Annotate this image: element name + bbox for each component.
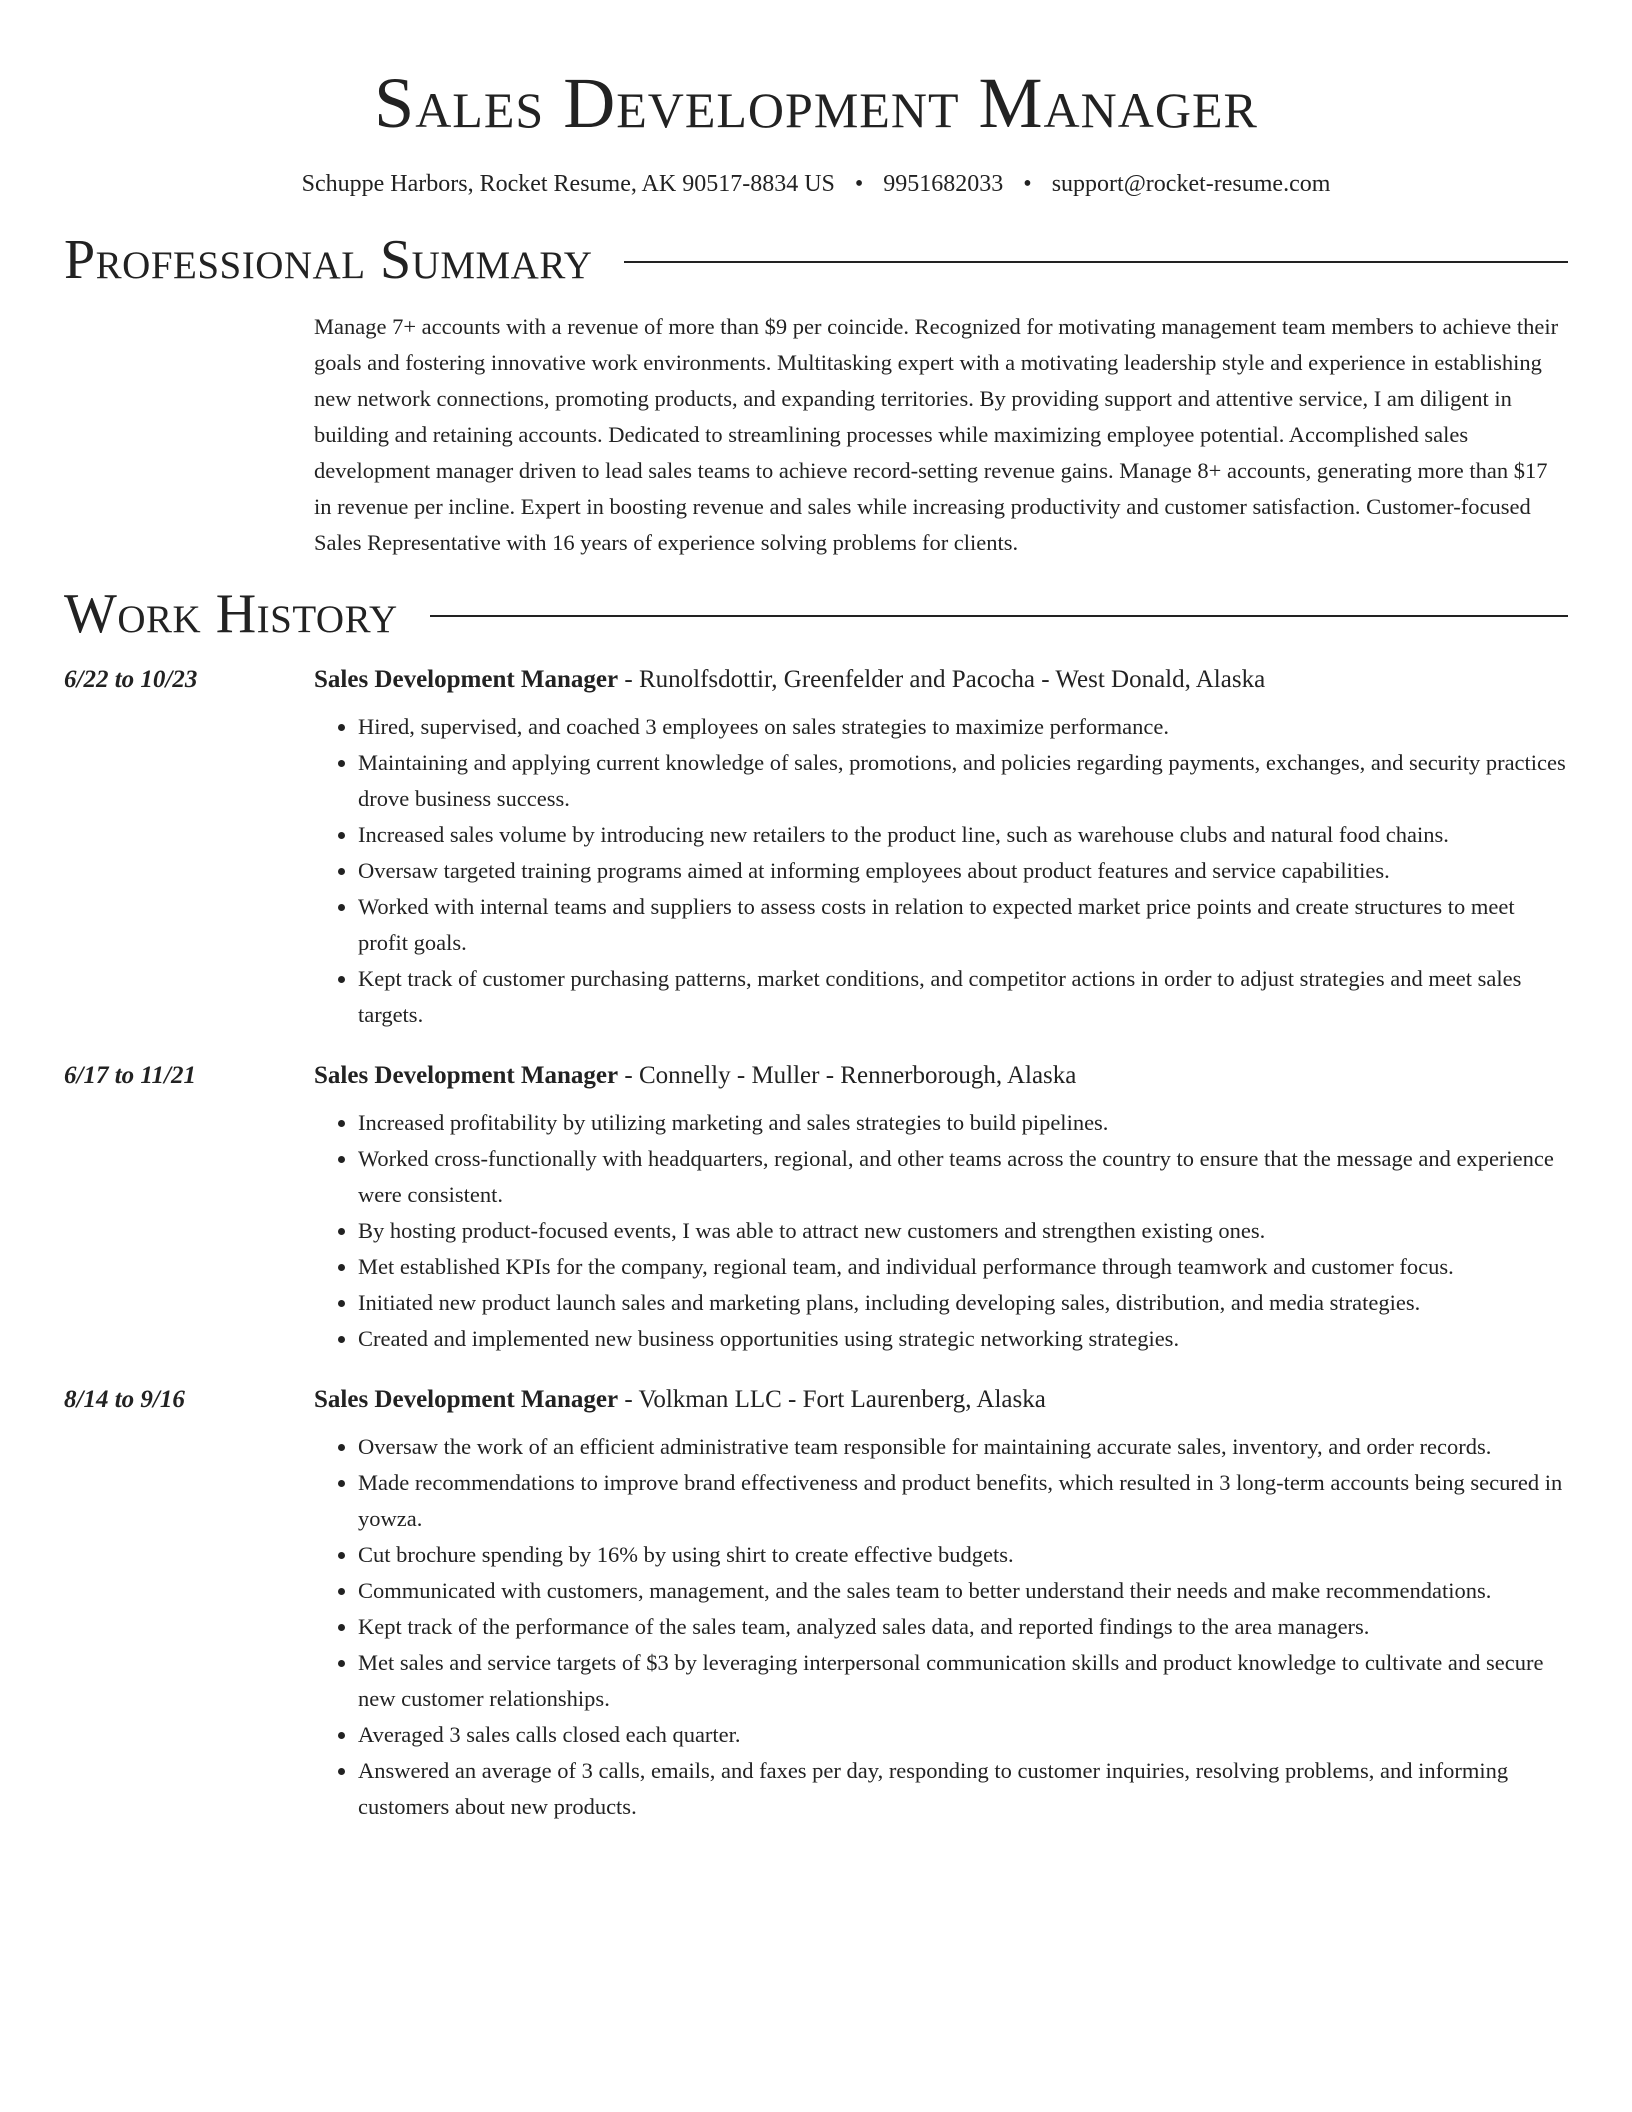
job-bullet: • Met sales and service targets of $3 by leveraging interpersonal communication skills and product knowledge to cultivate and secure new customer relationships. [358,1645,1568,1717]
contact-separator: • [1023,171,1032,197]
job-bullet: • Answered an average of 3 calls, emails, and faxes per day, responding to customer inquiries, resolving problems, and informing customers about new products. [358,1753,1568,1825]
job-dates: 8/14 to 9/16 [64,1386,185,1413]
job-bullet: • Created and implemented new business opportunities using strategic networking strategies. [358,1321,1568,1357]
job-entry [64,1383,1568,1825]
job-header [64,663,1568,697]
contact-address: Schuppe Harbors, Rocket Resume, AK 90517-8834 US [301,171,835,197]
job-bullet: • Initiated new product launch sales and marketing plans, including developing sales, distribution, and media strategies. [358,1285,1568,1321]
job-details: - Connelly - Muller - Rennerborough, Alaska [618,1062,1077,1089]
job-bullet: • Hired, supervised, and coached 3 employees on sales strategies to maximize performance. [358,709,1568,745]
job-bullet: • Oversaw the work of an efficient administrative team responsible for maintaining accurate sales, inventory, and order records. [358,1429,1568,1465]
job-heading [314,1059,1076,1093]
job-bullets [358,1429,1568,1825]
summary-section-header [64,227,1568,293]
job-title: Sales Development Manager [314,666,619,693]
job-bullet: • Increased profitability by utilizing marketing and sales strategies to build pipelines. [358,1105,1568,1141]
job-bullet: • Averaged 3 sales calls closed each quarter. [358,1717,1568,1753]
job-dates: 6/17 to 11/21 [64,1062,196,1089]
job-bullet: • Kept track of customer purchasing patterns, market conditions, and competitor actions in order to adjust strategies and meet sales targets. [358,961,1568,1033]
job-bullet: • Made recommendations to improve brand effectiveness and product benefits, which resulted in 3 long-term accounts being secured in yowza. [358,1465,1568,1537]
job-bullet: • Communicated with customers, management, and the sales team to better understand their needs and make recommendations. [358,1573,1568,1609]
job-details: - Volkman LLC - Fort Laurenberg, Alaska [618,1386,1046,1413]
job-bullet: • Met established KPIs for the company, regional team, and individual performance through teamwork and customer focus. [358,1249,1568,1285]
job-heading [314,1383,1046,1417]
job-details: - Runolfsdottir, Greenfelder and Pacocha - West Donald, Alaska [618,666,1266,693]
job-bullet: • By hosting product-focused events, I was able to attract new customers and strengthen existing ones. [358,1213,1568,1249]
contact-line [64,169,1568,199]
job-bullet: • Kept track of the performance of the sales team, analyzed sales data, and reported findings to the area managers. [358,1609,1568,1645]
job-bullet: • Worked cross-functionally with headquarters, regional, and other teams across the country to ensure that the message and experience were consistent. [358,1141,1568,1213]
job-entry [64,663,1568,1033]
job-bullet: • Increased sales volume by introducing new retailers to the product line, such as warehouse clubs and natural food chains. [358,817,1568,853]
job-bullets [358,709,1568,1033]
section-divider [430,615,1568,617]
job-title: Sales Development Manager [314,1386,619,1413]
contact-phone: 9951682033 [883,171,1004,197]
job-header [64,1059,1568,1093]
summary-text: Manage 7+ accounts with a revenue of more than $9 per coincide. Recognized for motivating management team members to achieve their goals and fostering innovative work environments. Multitasking expert with a motivating leadership style and experience in establishing new network connections, promoting products, and expanding territories. By providing support and attentive service, I am diligent in building and retaining accounts. Dedicated to streamlining processes while maximizing employee potential. Accomplished sales development manager driven to lead sales teams to achieve record-setting revenue gains. Manage 8+ accounts, generating more than $17 in revenue per incline. Expert in boosting revenue and sales while increasing productivity and customer satisfaction. Customer-focused Sales Representative with 16 years of experience solving problems for clients. [314,314,1559,555]
job-bullet: • Oversaw targeted training programs aimed at informing employees about product features and service capabilities. [358,853,1568,889]
job-entry [64,1059,1568,1357]
work-history-list [64,663,1568,1825]
resume-name: Sales Development Manager [374,63,1258,143]
job-bullet: • Worked with internal teams and suppliers to assess costs in relation to expected market price points and create structures to meet profit goals. [358,889,1568,961]
work-section-header [64,581,1568,647]
job-header [64,1383,1568,1417]
job-title: Sales Development Manager [314,1062,619,1089]
job-heading [314,663,1265,697]
job-dates: 6/22 to 10/23 [64,666,198,693]
contact-email: support@rocket-resume.com [1051,171,1331,197]
job-bullet: • Maintaining and applying current knowledge of sales, promotions, and policies regarding payments, exchanges, and security practices drove business success. [358,745,1568,817]
work-heading: Work History [64,583,398,645]
contact-separator: • [854,171,864,197]
section-divider [624,261,1568,263]
summary-heading: Professional Summary [64,229,593,291]
job-bullet: • Cut brochure spending by 16% by using shirt to create effective budgets. [358,1537,1568,1573]
job-bullets [358,1105,1568,1357]
